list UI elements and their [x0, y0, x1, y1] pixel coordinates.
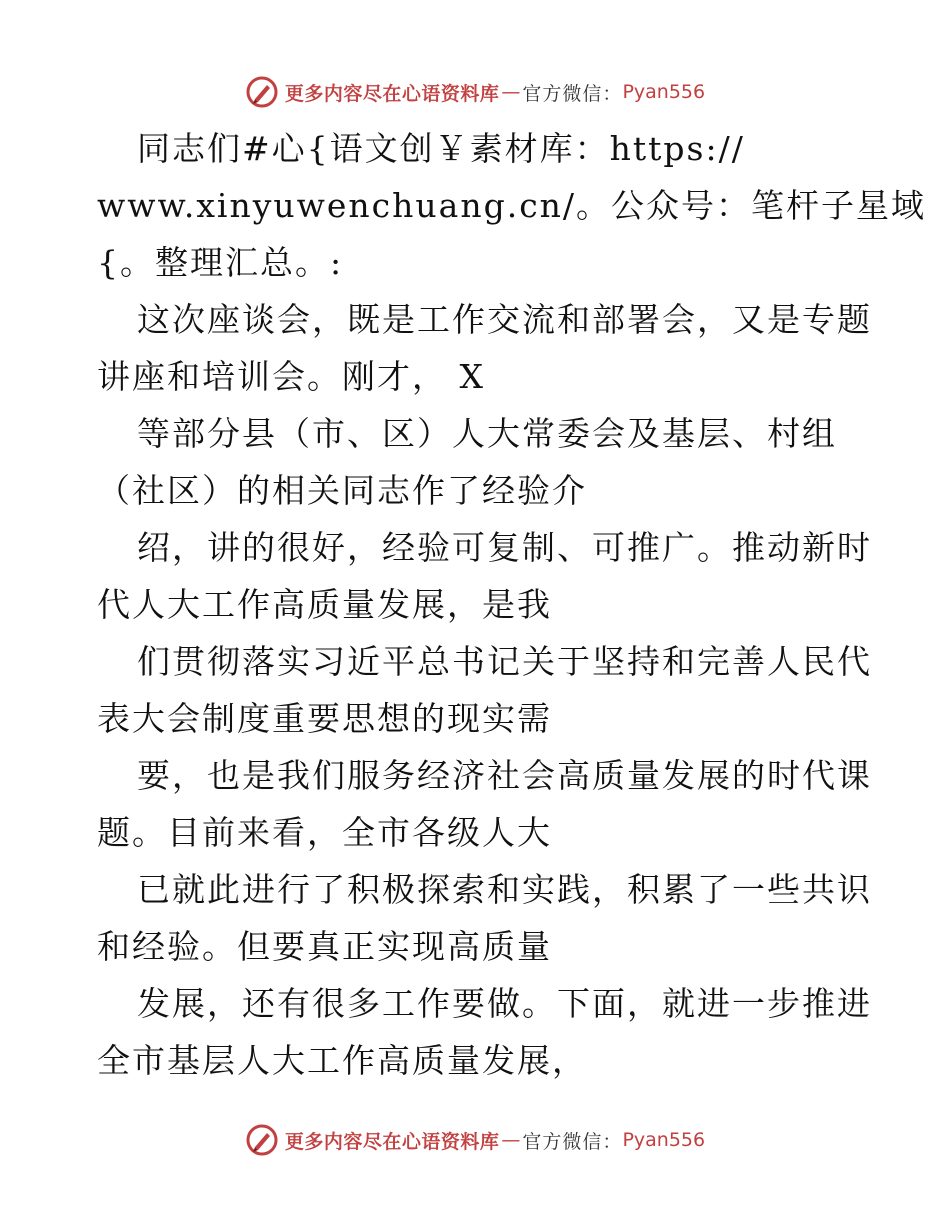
watermark-wechat-id: Pyan556: [622, 81, 706, 103]
text-line: （社区）的相关同志作了经验介: [97, 471, 587, 510]
text-line: 要，也是我们服务经济社会高质量发展的时代课: [137, 756, 872, 795]
text-line: 们贯彻落实习近平总书记关于坚持和完善人民代: [137, 642, 872, 681]
text-line: 和经验。但要真正实现高质量: [97, 927, 552, 966]
text-line: 代人大工作高质量发展，是我: [97, 585, 552, 624]
watermark-dash: —: [501, 1129, 521, 1151]
text-line: 讲座和培训会。刚才， X: [97, 357, 485, 396]
text-line: 题。目前来看，全市各级人大: [97, 813, 552, 852]
text-line: 绍，讲的很好，经验可复制、可推广。推动新时: [137, 528, 872, 567]
watermark-wechat-id: Pyan556: [622, 1129, 706, 1151]
watermark-title: 更多内容尽在心语资料库: [284, 1130, 500, 1153]
header-watermark: [0, 72, 950, 112]
text-line: {。整理汇总。:: [97, 243, 344, 282]
text-line: 同志们#心{语文创￥素材库：https://: [137, 129, 745, 168]
text-line: 这次座谈会，既是工作交流和部署会，又是专题: [137, 300, 872, 339]
document-body: [97, 120, 927, 1089]
watermark-title: 更多内容尽在心语资料库: [284, 82, 500, 105]
watermark-wechat-label: 官方微信：: [522, 1130, 623, 1153]
text-line: 已就此进行了积极探索和实践，积累了一些共识: [137, 870, 872, 909]
pen-logo-icon: [245, 1123, 279, 1157]
text-line: 发展，还有很多工作要做。下面，就进一步推进: [137, 984, 872, 1023]
watermark-dash: —: [501, 81, 521, 103]
text-line: www.xinyuwenchuang.cn/。公众号：笔杆子星域: [97, 186, 927, 225]
text-line: 全市基层人大工作高质量发展，: [97, 1041, 587, 1080]
text-line: 表大会制度重要思想的现实需: [97, 699, 552, 738]
text-line: 等部分县（市、区）人大常委会及基层、村组: [137, 414, 837, 453]
watermark-wechat-label: 官方微信：: [522, 82, 623, 105]
footer-watermark: [0, 1120, 950, 1160]
pen-logo-icon: [245, 75, 279, 109]
